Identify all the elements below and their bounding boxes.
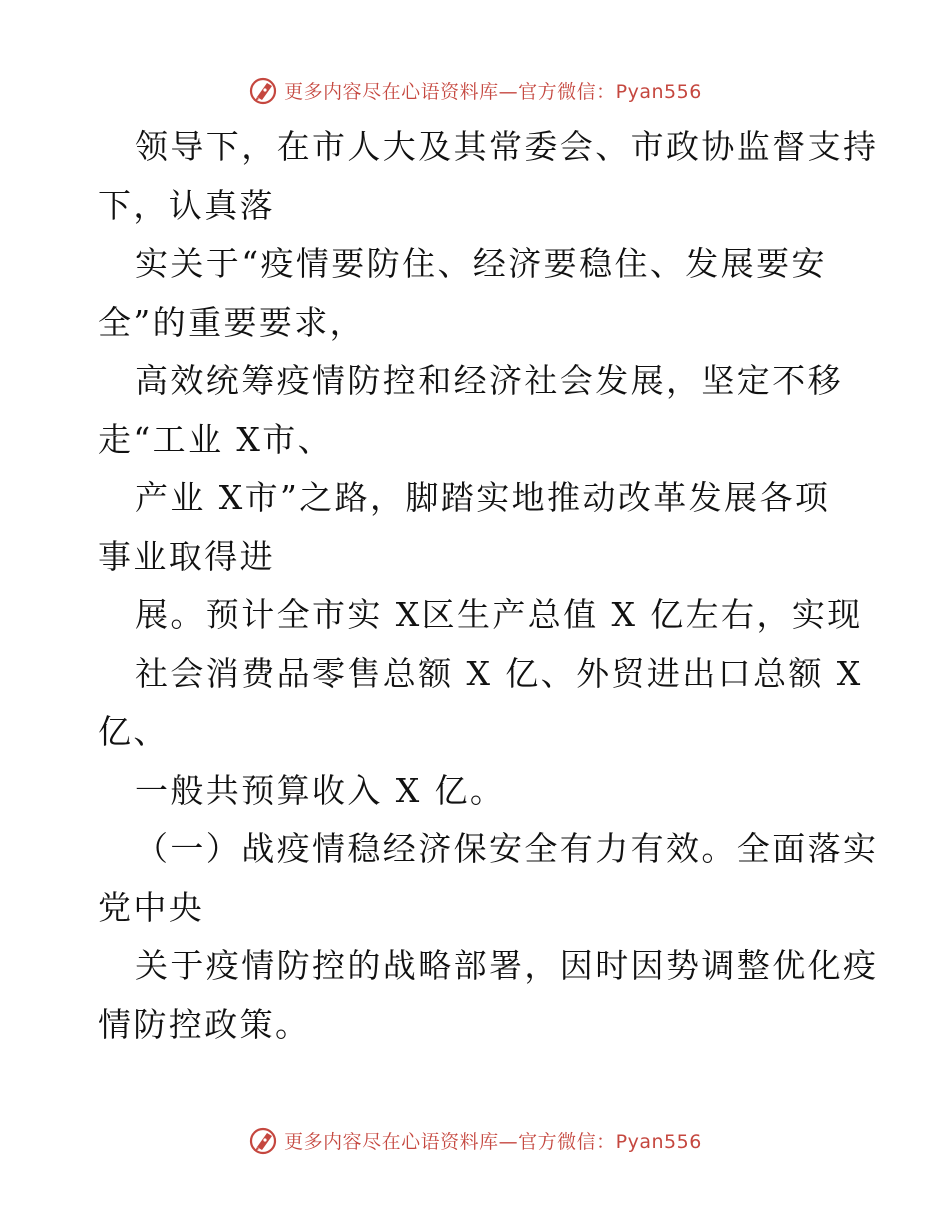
watermark-text: 更多内容尽在心语资料库—官方微信：Pyan556 [284,1130,702,1153]
watermark-text: 更多内容尽在心语资料库—官方微信：Pyan556 [284,80,702,103]
body-text-line: 实关于“疫情要防住、经济要稳住、发展要安 [135,244,827,283]
footer-watermark [0,1120,950,1160]
body-text-line: 一般共预算收入 X 亿。 [135,770,506,810]
pen-nib-seal-icon [248,1124,280,1156]
body-text-line: 事业取得进 [98,536,275,576]
header-watermark [0,70,950,110]
body-text-line: 下，认真落 [98,185,275,225]
body-text-line: 展。预计全市实 X区生产总值 X 亿左右，实现 [135,595,863,634]
pen-nib-seal-icon [248,74,280,106]
document-body [98,118,879,1054]
body-text-line: 领导下，在市人大及其常委会、市政协监督支持 [135,127,879,166]
body-text-line: 党中央 [98,887,205,927]
body-text-line: 情防控政策。 [98,1004,311,1044]
body-text-line: 高效统筹疫情防控和经济社会发展，坚定不移 [135,361,843,400]
body-text-line: 关于疫情防控的战略部署，因时因势调整优化疫 [135,946,879,985]
body-text-line: 全”的重要要求， [98,302,366,342]
body-text-line: 社会消费品零售总额 X 亿、外贸进出口总额 X [135,653,863,693]
body-text-line: 走“工业 X市、 [98,419,334,459]
body-text-line: 亿、 [98,712,169,751]
body-text-line: （一）战疫情稳经济保安全有力有效。全面落实 [135,829,879,868]
body-text-line: 产业 X市”之路，脚踏实地推动改革发展各项 [135,478,831,517]
